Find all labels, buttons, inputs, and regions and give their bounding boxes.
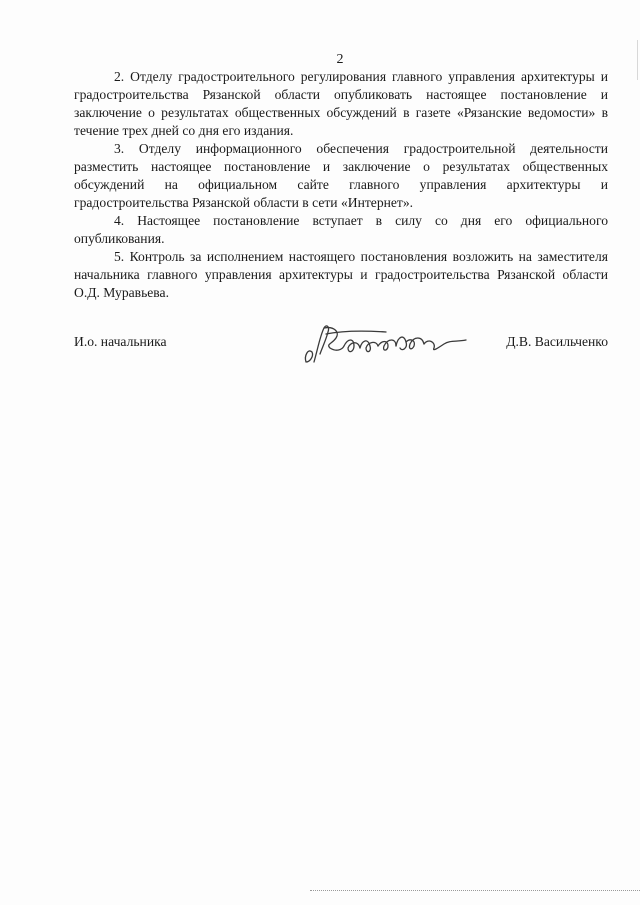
paragraph-publication: 2. Отделу градостроительного регулирования главного управления архитектуры и градостроительства Рязанской области опубликовать настоящее постановление и заключение о результатах общественных обсуждений в газете «Рязанские ведомости» в течение трех дней со дня его издания.: [74, 69, 608, 138]
paragraph-effective-date: 4. Настоящее постановление вступает в силу со дня его официального опубликования.: [74, 213, 608, 246]
signatory-name: Д.В. Васильченко: [506, 334, 608, 349]
signature-block: [74, 318, 608, 378]
scan-bottom-edge: [310, 890, 640, 891]
signatory-role: И.о. начальника: [74, 334, 167, 349]
paragraph-control: 5. Контроль за исполнением настоящего постановления возложить на заместителя начальника главного управления архитектуры и градостроительства Рязанской области О.Д. Муравьева.: [74, 249, 608, 300]
page-number: 2: [336, 52, 344, 67]
scan-right-edge: [637, 40, 638, 80]
paragraph-website: 3. Отделу информационного обеспечения градостроительной деятельности разместить настоящее постановление и заключение о результатах общественных обсуждений на официальном сайте главного управления архитектуры и градостроительства Рязанской области в сети «Интернет».: [74, 141, 608, 210]
document-body: [74, 68, 608, 302]
handwritten-signature: [296, 318, 476, 368]
